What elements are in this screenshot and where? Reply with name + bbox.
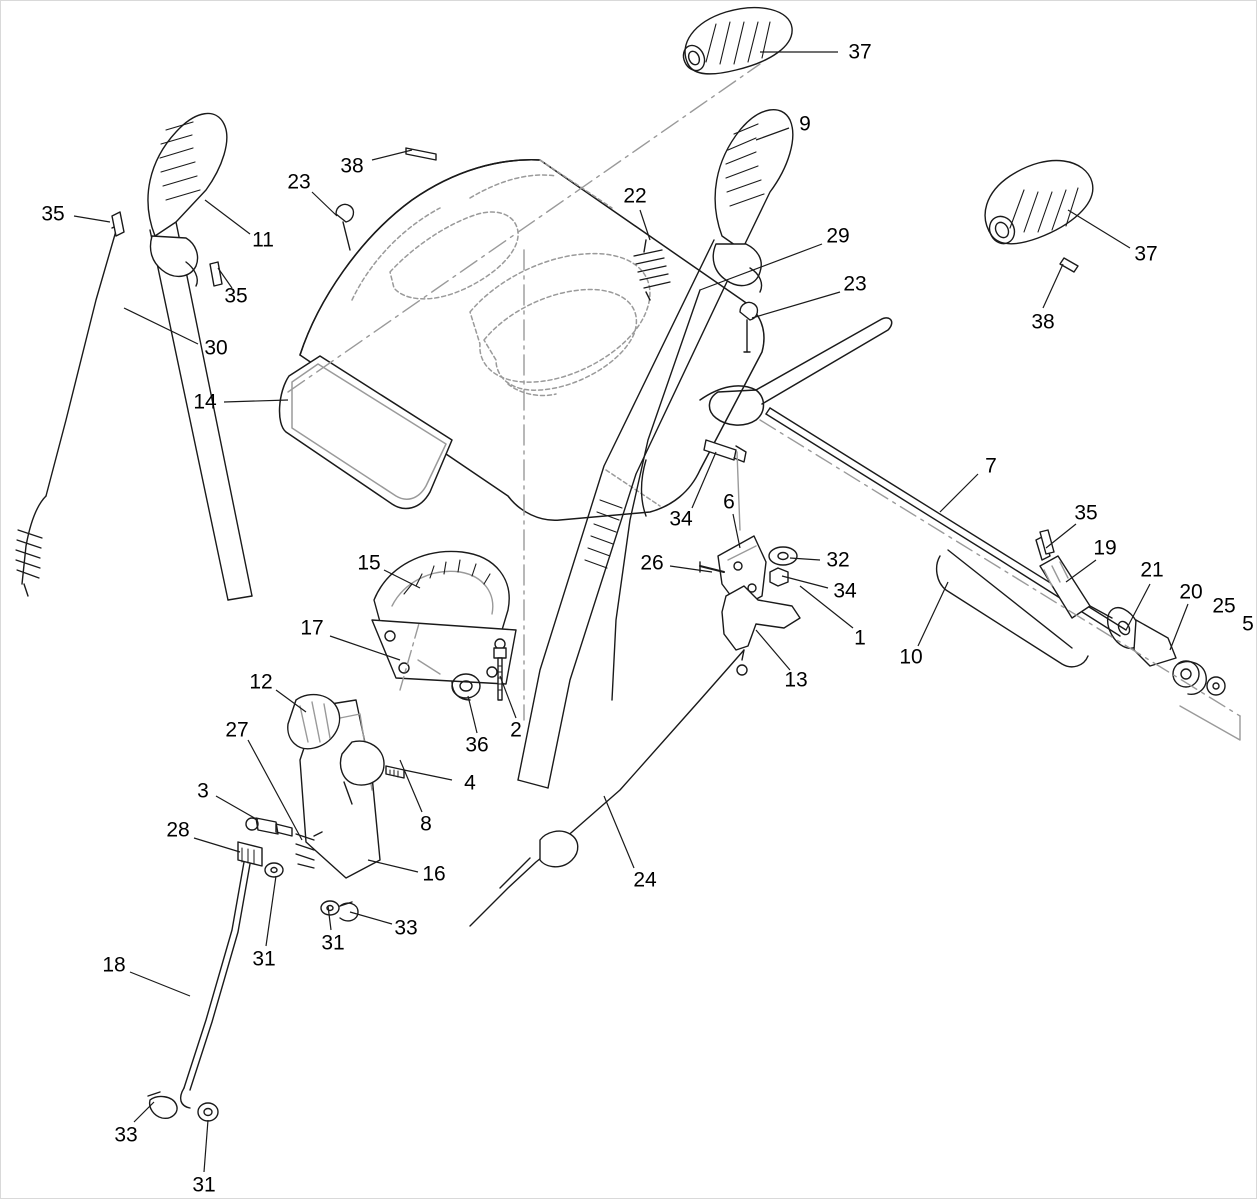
leader-line-38: [372, 150, 412, 160]
callout-number-35: 35: [41, 202, 65, 226]
callout-number-33: 33: [394, 916, 418, 940]
callout-number-31: 31: [252, 947, 276, 971]
leader-line-23: [752, 292, 840, 318]
callout-number-14: 14: [193, 390, 217, 414]
callout-number-34: 34: [833, 579, 857, 603]
leader-line-35: [1046, 524, 1076, 548]
callout-number-4: 4: [464, 771, 476, 795]
leader-line-33: [134, 1102, 154, 1122]
callout-number-35: 35: [1074, 501, 1098, 525]
callout-number-10: 10: [899, 645, 923, 669]
callout-number-21: 21: [1140, 558, 1164, 582]
callout-number-31: 31: [192, 1173, 216, 1197]
callout-number-26: 26: [640, 551, 664, 575]
callout-number-28: 28: [166, 818, 190, 842]
callout-number-37: 37: [1134, 242, 1158, 266]
callout-number-24: 24: [633, 868, 657, 892]
leader-line-20: [1170, 604, 1188, 650]
callout-number-27: 27: [225, 718, 249, 742]
leader-line-24: [604, 796, 634, 868]
leader-line-16: [368, 860, 418, 872]
callout-number-8: 8: [420, 812, 432, 836]
callout-number-13: 13: [784, 668, 808, 692]
callout-number-7: 7: [985, 454, 997, 478]
callout-number-38: 38: [340, 154, 364, 178]
callout-number-16: 16: [422, 862, 446, 886]
callout-number-3: 3: [197, 779, 209, 803]
leader-line-18: [130, 972, 190, 996]
leader-line-36: [468, 696, 477, 733]
callout-number-17: 17: [300, 616, 324, 640]
callout-number-6: 6: [723, 490, 735, 514]
leader-line-10: [918, 582, 948, 646]
leader-line-8: [400, 760, 422, 812]
callout-number-20: 20: [1179, 580, 1203, 604]
leader-line-38: [1043, 264, 1063, 308]
callout-number-31: 31: [321, 931, 345, 955]
handle-brace-15: [374, 551, 509, 630]
callout-number-38: 38: [1031, 310, 1055, 334]
callout-number-11: 11: [252, 228, 274, 252]
leader-line-35: [74, 216, 110, 222]
leader-line-31: [204, 1120, 208, 1172]
callout-number-23: 23: [843, 272, 867, 296]
callout-number-33: 33: [114, 1123, 138, 1147]
callout-number-23: 23: [287, 170, 311, 194]
leader-line-13: [756, 630, 790, 670]
console-housing: [280, 160, 892, 520]
rod-end-hardware: [760, 420, 1240, 740]
leader-line-28: [194, 838, 240, 852]
callout-number-32: 32: [826, 548, 850, 572]
leader-line-23: [312, 192, 337, 216]
callout-number-25: 25: [1212, 594, 1236, 618]
callout-number-22: 22: [623, 184, 647, 208]
callout-number-2: 2: [510, 718, 522, 742]
lower-rod-18: [148, 842, 358, 1121]
leader-line-19: [1066, 560, 1096, 582]
callout-number-1: 1: [854, 626, 866, 650]
leader-line-3: [216, 796, 258, 820]
leader-line-7: [940, 474, 978, 512]
leader-line-11: [205, 200, 250, 234]
callout-number-15: 15: [357, 551, 381, 575]
leader-line-4: [404, 770, 452, 780]
callout-number-29: 29: [826, 224, 850, 248]
shift-lever-assembly: [246, 695, 404, 878]
leader-line-34: [782, 576, 828, 588]
leader-line-31: [266, 876, 276, 946]
callout-number-37: 37: [848, 40, 872, 64]
callout-number-5: 5: [1242, 612, 1254, 636]
callout-number-12: 12: [249, 670, 273, 694]
leader-line-32: [790, 558, 820, 560]
callout-number-35: 35: [224, 284, 248, 308]
leader-line-14: [224, 400, 288, 402]
callout-number-19: 19: [1093, 536, 1117, 560]
callout-number-9: 9: [799, 112, 811, 136]
leader-line-30: [124, 308, 198, 344]
callout-number-36: 36: [465, 733, 489, 757]
leader-line-31: [328, 906, 331, 930]
callout-number-30: 30: [204, 336, 228, 360]
leader-line-37: [1068, 210, 1130, 248]
callout-number-34: 34: [669, 507, 693, 531]
callout-number-18: 18: [102, 953, 126, 977]
